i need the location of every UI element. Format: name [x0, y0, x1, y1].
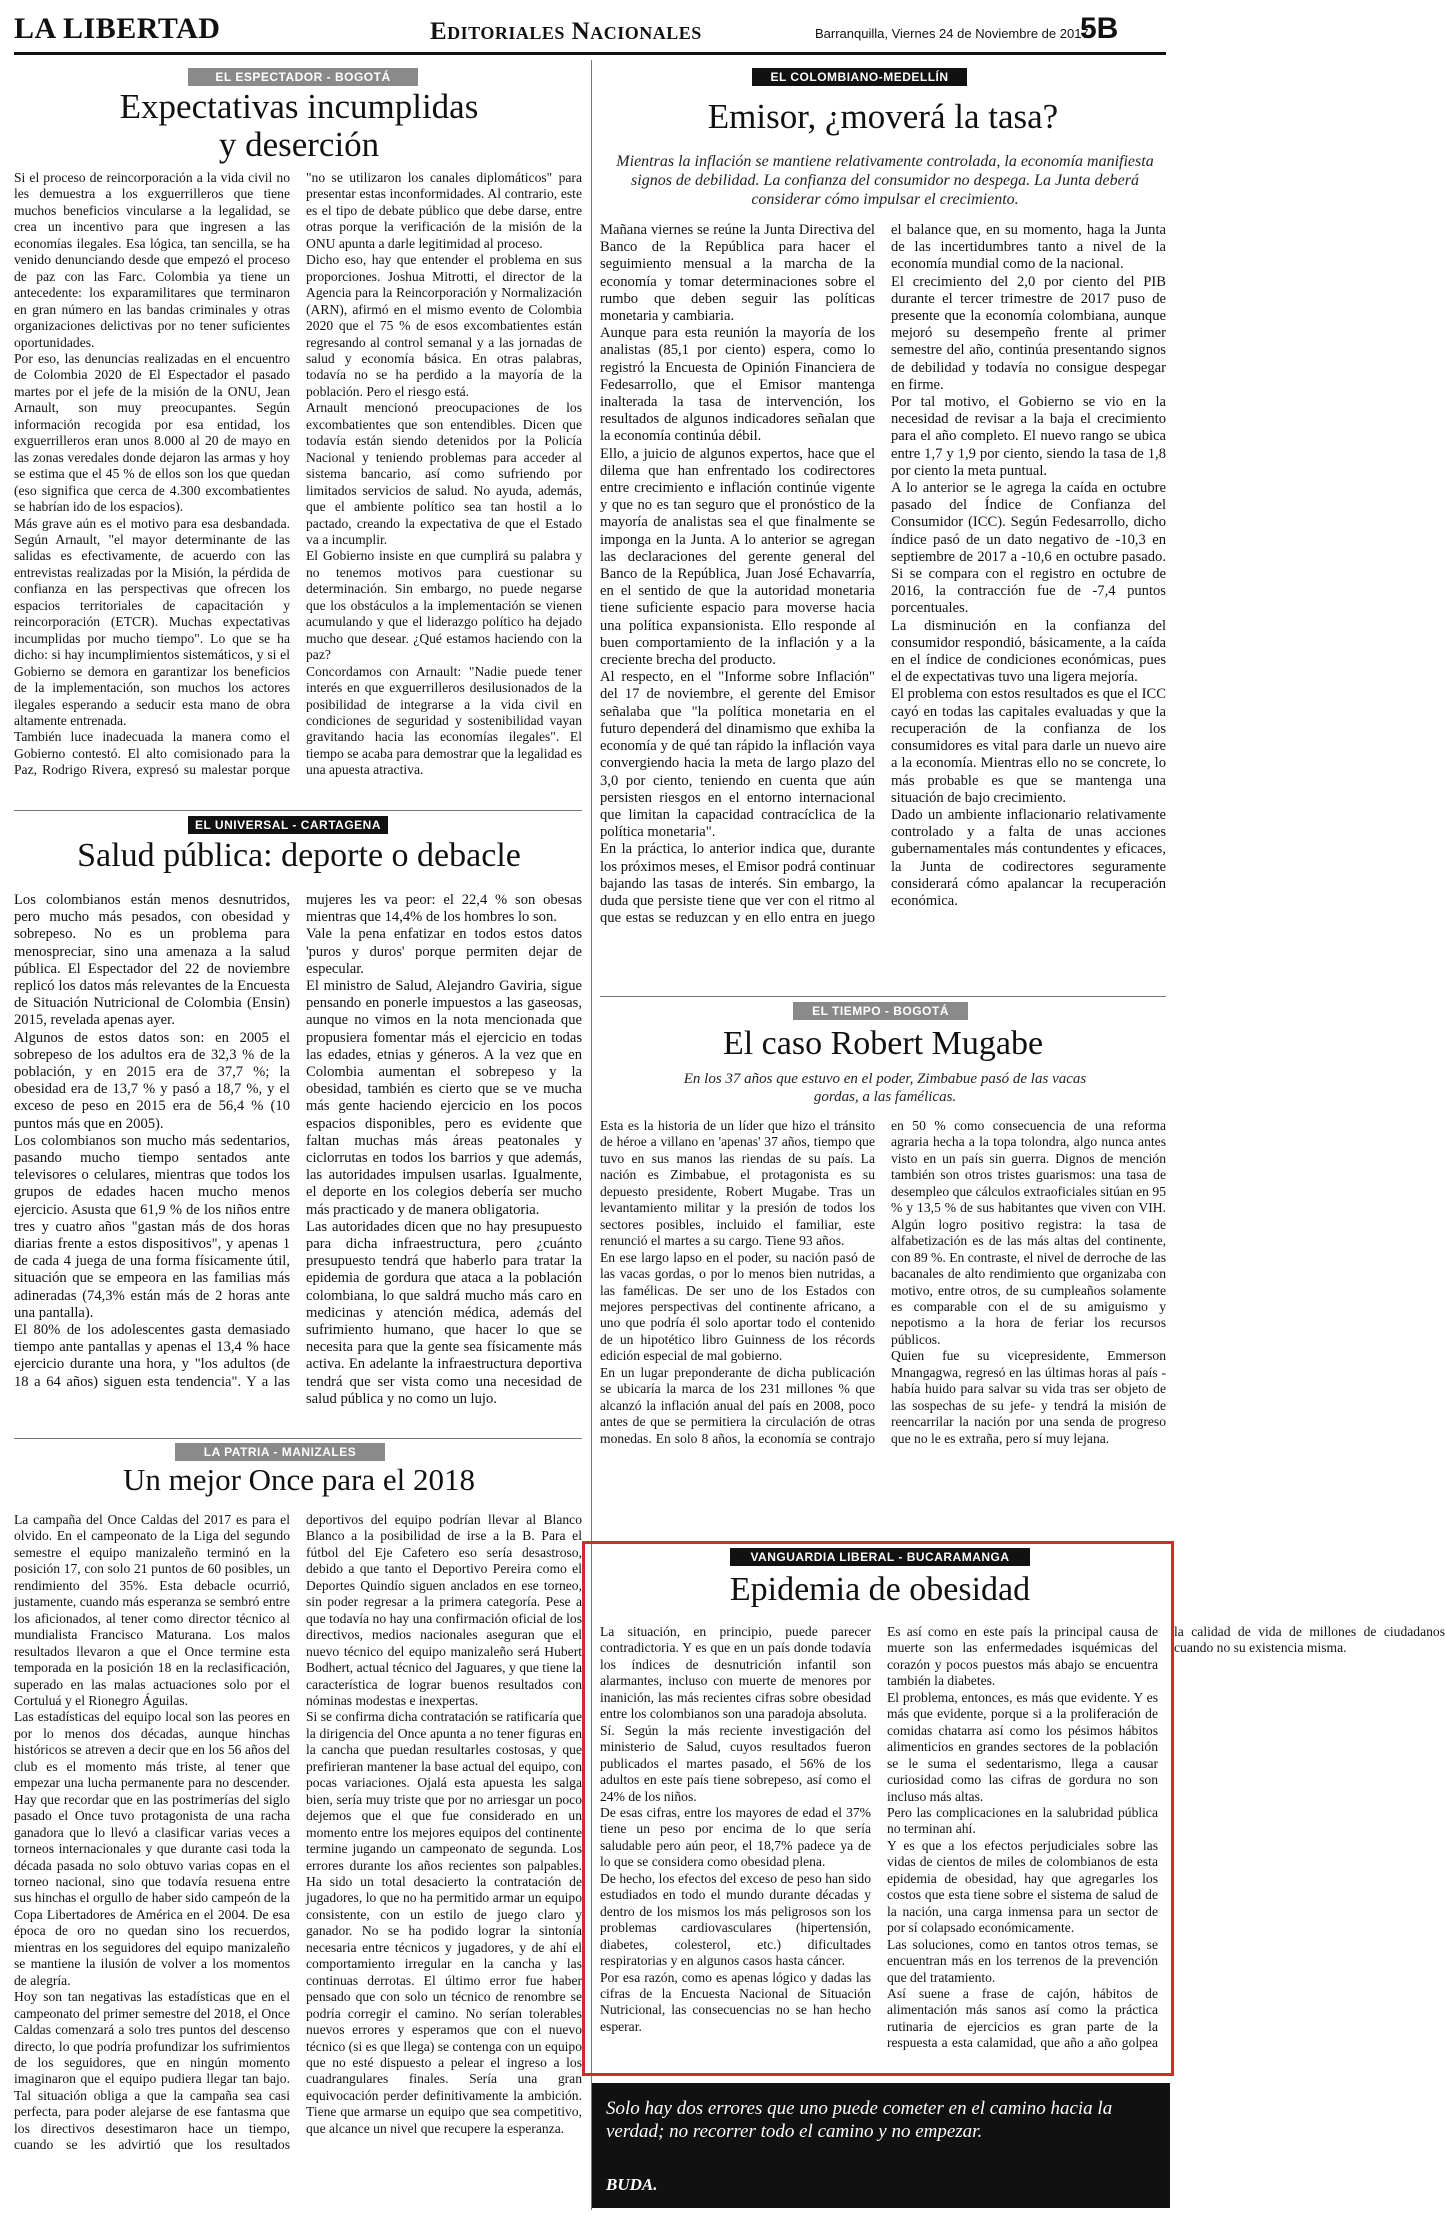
section-divider [14, 810, 582, 811]
edition-date: Barranquilla, Viernes 24 de Noviembre de 2017 [815, 26, 1089, 41]
source-tag-la-patria: LA PATRIA - MANIZALES [175, 1443, 385, 1461]
paragraph: Es así como en este país la principal causa de muerte son las enfermedades isquémicas del corazón y pocos puestos más abajo se encuentra también la diabetes. [887, 1624, 1158, 1689]
paragraph: Dado un ambiente inflacionario relativamente controlado y a falta de unas acciones gubernamentales más contundentes y eficaces, la Junta de codirectores seguramente considerará cómo apalancar la recuperación económica. [891, 806, 1166, 909]
paragraph: Aunque para esta reunión la mayoría de los analistas (85,1 por ciento) espera, como lo registró la Encuesta de Opinión Financiera de Fedesarrollo, que el Emisor mantenga inalterada la tasa de intervención, los resultados de algunos indicadores señalan que la economía continúa débil. [600, 325, 875, 445]
article-body-mugabe [600, 1118, 1166, 1536]
paragraph: Esta es la historia de un líder que hizo el tránsito de héroe a villano en 'apenas' 37 años, tiempo que tuvo en sus manos las riendas de su país. La nación es Zimbabue, el protagonista es su depuesto presidente, Robert Mugabe. Tras un levantamiento militar y la presión de todos los sectores posibles, incluido el familiar, este renunció el martes a su cargo. Tiene 93 años. [600, 1118, 875, 1249]
article-body-expectativas [14, 170, 582, 798]
paragraph: El crecimiento del 2,0 por ciento del PIB durante el tercer trimestre de 2017 puso de presente que la economía colombiana, aunque mejoró su desempeño frente al primer semestre del año, continúa presentando signos de debilidad y todavía no consigue despegar en firme. [891, 273, 1166, 393]
article-body-obesidad [600, 1624, 1445, 2068]
paragraph: Si se confirma dicha contratación se ratificaría que la dirigencia del Once apunta a no tener figuras en la cancha que puedan resultarles costosas, y que prefirieran mantener la base actual del equipo, con pocas variaciones. Ojalá esta apuesta les salga bien, sería muy triste que por no arriesgar un poco dejemos que el que fue considerado en un momento entre los mejores equipos del continente termine jugando un campeonato de segunda. Los errores durante los años recientes son palpables. Ha sido un total desacierto la contratación de jugadores, lo que no ha permitido armar un equipo consistente, con un estilo de juego claro y ganador. No se ha podido lograr la sintonía necesaria entre técnicos y jugadores, y de ahí el comportamiento irregular en la cancha y las continuas derrotas. El último error fue haber pensado que con solo un técnico de renombre se podría corregir el camino. No serían tolerables nuevos errores y esperamos que con el nuevo técnico (si es que llega) se contenga con un equipo que no esté dispuesto a pelear el ingreso a los cuadrangulares finales. Sería una gran equivocación perder definitivamente la ambición. Tiene que armarse un equipo que sea competitivo, que alcance un nivel que recupere la esperanza. [306, 1709, 582, 2136]
article-lead-emisor: Mientras la inflación se mantiene relativamente controlada, la economía manifiesta signos de debilidad. La confianza del consumidor no despega. La Junta deberá considerar cómo impulsar el crecimiento. [616, 153, 1154, 209]
paragraph: Las autoridades dicen que no hay presupuesto para dicha infraestructura, pero ¿cuánto presupuesto tendrá que haberlo para tratar la epidemia de gordura que ataca a la población colombiana, lo que saldrá mucho más caro en medicinas y atención médica, además del sufrimiento humano, que hacer lo que se necesita para que la gente sea físicamente más activa. En adelante la infraestructura deportiva tendrá que ser vista como una necesidad de salud pública y no como un lujo. [306, 1218, 582, 1407]
paragraph: Por tal motivo, el Gobierno se vio en la necesidad de revisar a la baja el crecimiento para el año completo. El nuevo rango se ubica entre 1,7 y 1,9 por ciento, siendo la tasa de 1,8 por ciento la meta puntual. [891, 394, 1166, 479]
section-title: Editoriales Nacionales [430, 18, 702, 45]
paragraph: Hoy son tan negativas las estadísticas que en el campeonato del primer semestre del 2018, el Once Caldas comenzará a solo tres puntos del descenso directo, lo que podría profundizar los sufrimientos de los seguidores, que en ningún momento imaginaron que el equipo pudiera llegar tan bajo. Tal situación obliga a que la campaña sea casi perfecta, para poder alejarse de ese fantasma que los directivos desestimaron hace un tiempo, cuando se les advirtió que los resultados deportivos del equipo podrían llevar al Blanco Blanco a la posibilidad de irse a la B. Para el fútbol del Eje Cafetero eso sería desastroso, debido a que tanto el Deportivo Pereira como el Deportes Quindío siguen anclados en ese torneo, sin poder regresar a la primera categoría. Pese a que todavía no hay una confirmación oficial de los directivos, medios nacionales aseguran que el nuevo técnico del equipo manizaleño será Hubert Bodhert, actual técnico del Jaguares, y que tiene la característica de lograr buenos resultados con nóminas modestas e inexpertas. [14, 1512, 582, 2153]
paragraph: Las estadísticas del equipo local son las peores en por lo menos dos décadas, aunque hinchas históricos se atreven a decir que en los 56 años del club es el momento más triste, al tener que empezar una lucha permanente para no descender. Hay que recordar que en las postrimerías del siglo pasado el Once tuvo protagonista de una racha ganadora que lo llevó a clasificar varias veces a torneos internacionales y que durante casi toda la década pasada no solo obtuvo varias copas en el torneo nacional, sino que todavía resuena entre sus hinchas el orgullo de haber sido campeón de la Copa Libertadores de América en el 2004. De esa época de oro no quedan sino los recuerdos, mientras en los seguidores del equipo manizaleño se mantiene la ilusión de volver a los momentos de alegría. [14, 1709, 290, 1988]
quote-box [592, 2083, 1170, 2208]
paragraph: El ministro de Salud, Alejandro Gaviria, sigue pensando en ponerle impuestos a las gaseosas, aunque no vimos en la nota mencionada que propusiera fomentar más el ejercicio en todas las edades, etnias y géneros. A la vez que en Colombia aumentan el sobrepeso y la obesidad, también es cierto que se ve mucha más gente haciendo ejercicio en los pocos espacios disponibles, pero es evidente que faltan muchas más áreas peatonales y ciclorrutas en todos los barrios y que además, las autoridades impulsen usarlas. Igualmente, el deporte en los colegios debería ser mucho más practicado y de manera obligatoria. [306, 978, 582, 1218]
paragraph: Los colombianos están menos desnutridos, pero mucho más pesados, con obesidad y sobrepeso. No es un problema para menospreciar, sino una amenaza a la salud pública. El Espectador del 22 de noviembre replicó los datos más relevantes de la Encuesta de Situación Nutricional de Colombia (Ensin) 2015, revelada apenas ayer. [14, 892, 290, 1029]
paragraph: Así suene a frase de cajón, hábitos de alimentación más sanos así como la práctica rutinaria de ejercicios es gran parte de la respuesta a esta calamidad, que año a año golpea la calidad de vida de millones de ciudadanos cuando no su existencia misma. [887, 1624, 1445, 2051]
paragraph: También luce inadecuada la manera como el Gobierno contestó. El alto comisionado para la Paz, Rodrigo Rivera, expresó su malestar porque "no se utilizaron los canales diplomáticos" para presentar estas inconformidades. Al contrario, este es el tipo de debate público que debe darse, entre otras porque la verificación de la misión de la ONU apunta a darle legitimidad al proceso. [14, 170, 582, 778]
paragraph: Dicho eso, hay que entender el problema en sus proporciones. Joshua Mitrotti, el director de la Agencia para la Reincorporación y Normalización (ARN), afirmó en el mismo evento de Colombia 2020 que el 75 % de esos excombatientes están regresando al control semanal y a las jornadas de salud y economía básica. En otras palabras, todavía no se ha perdido a la mayoría de la población. Pero el riesgo está. [306, 252, 582, 399]
paragraph: En ese largo lapso en el poder, su nación pasó de las vacas gordas, o por lo menos bien nutridas, a las famélicas. De ser uno de los Estados con mejores perspectivas del continente africano, a uno que podría él solo aportar todo el contenido de un hipotético libro Guinness de los récords edición especial de mal gobierno. [600, 1249, 875, 1364]
title-line: Expectativas incumplidas [119, 87, 479, 126]
paragraph: De esas cifras, entre los mayores de edad el 37% tiene un peso por encima de lo que sería saludable pero aún peor, el 18,7% padece ya de lo que se considera como obesidad plena. [600, 1804, 871, 1870]
paragraph: La campaña del Once Caldas del 2017 es para el olvido. En el campeonato de la Liga del segundo semestre el equipo manizaleño terminó en la posición 17, con solo 21 puntos de 60 posibles, un rendimiento del 35%. Esta debacle ocurrió, justamente, cuando más esperanza se sembró entre los aficionados, al tener como director técnico al mundialista Francisco Maturana. Los malos resultados llevaron a que el Once termine esta temporada en la posición 18 en la reclasificación, superado en las malas actuaciones solo por el Cortuluá y el Rionegro Águilas. [14, 1512, 290, 1708]
paragraph: Ello, a juicio de algunos expertos, hace que el dilema que han enfrentado los codirectores entre crecimiento e inflación continúe vigente y que no es tan seguro que el pronóstico de la mayoría de analistas sea el que finalmente se imponga en la Junta. A lo anterior se agregan las declaraciones del gerente general del Banco de la República, Juan José Echavarría, en el sentido de que la autoridad monetaria tiene suficiente espacio para moverse hacia una política expansionista. Ello responde al buen comportamiento de la inflación y a la creciente brecha del producto. [600, 445, 875, 669]
quote-author: BUDA. [606, 2175, 658, 2194]
source-tag-vanguardia-liberal: VANGUARDIA LIBERAL - BUCARAMANGA [730, 1548, 1030, 1566]
paragraph: Mañana viernes se reúne la Junta Directiva del Banco de la República para hacer el seguimiento mensual a la marcha de la economía y tomar determinaciones sobre el rumbo que deben seguir las políticas monetaria y cambiaria. [600, 222, 875, 325]
article-title-mugabe: El caso Robert Mugabe [722, 1025, 1044, 1062]
paragraph: Las soluciones, como en tantos otros temas, se encuentran más en los terrenos de la prevención que del tratamiento. [887, 1936, 1158, 1985]
paragraph: El Gobierno insiste en que cumplirá su palabra y no tenemos motivos para cuestionar su determinación. Sin embargo, no puede negarse que los obstáculos a la implementación se vienen acumulando y que el liderazgo político ha dejado mucho que desear. ¿Qué estamos haciendo con la paz? [306, 548, 582, 663]
paragraph: Y es que a los efectos perjudiciales sobre las vidas de cientos de miles de colombianos de esta epidemia de obesidad, hay que agregarles los costos que esta tiene sobre el sistema de salud de la nación, una carga inmensa para un sector de por sí colapsado económicamente. [887, 1837, 1158, 1936]
paragraph: Sí. Según la más reciente investigación del ministerio de Salud, cuyos resultados fueron publicados el martes pasado, el 56% de los adultos en este país tiene sobrepeso, así como el 24% de los niños. [600, 1722, 871, 1804]
masthead [0, 0, 1179, 56]
paragraph: Quien fue su vicepresidente, Emmerson Mnangagwa, regresó en las últimas horas al país -había huido para salvar su vida tras ser objeto de las sospechas de su jefe- y tendrá la misión de reencarrilar la nación por una senda de progreso que no le es extraña, pero sí muy lejana. [891, 1348, 1166, 1446]
paragraph: Si el proceso de reincorporación a la vida civil no les demuestra a los exguerrilleros que tiene muchos beneficios vincularse a la legalidad, se crea un incentivo para que ingresen a las economías ilegales. Esa lógica, tan sencilla, se ha venido denunciando desde que empezó el proceso de paz con las Farc. Colombia ya tiene un antecedente: los exparamilitares que terminaron en gran número en las bandas criminales y otras organizaciones delictivas por no tener suficientes oportunidades. [14, 170, 290, 350]
paragraph: Los colombianos son mucho más sedentarios, pasando mucho tiempo sentados ante televisores o celulares, mientras que todos los grupos de edades hacen mucho menos ejercicio. Asusta que 61,9 % de los niños entre tres y cuatro años "gastan más de dos horas diarias frente a estos dispositivos", y apenas 1 de cada 4 juega de una forma físicamente útil, situación que se empeora en las familias más adineradas (74,3% están más de 2 horas ante una pantalla). [14, 1132, 290, 1321]
paragraph: Más grave aún es el motivo para esa desbandada. Según Arnault, "el mayor determinante de las salidas es efectivamente, de acuerdo con las entrevistas realizadas por la Misión, la pérdida de confianza en las perspectivas que ofrecen los espacios territoriales de capacitación y reincorporación (ETCR). Muchas expectativas incumplidas por mucho tiempo". Lo que se ha dicho: si hay incumplimientos sistemáticos, y si el Gobierno se demora en garantizar los beneficios de la implementación, son muchos los actores ilegales esperando a seducir esta mano de obra altamente entrenada. [14, 515, 290, 728]
article-title-obesidad: Epidemia de obesidad [729, 1571, 1031, 1608]
quote-text: Solo hay dos errores que uno puede cometer en el camino hacia la verdad; no recorrer todo el camino y no empezar. [606, 2098, 1113, 2142]
paragraph: El 80% de los adolescentes gasta demasiado tiempo ante pantallas y apenas el 13,4 % hace ejercicio durante una hora, y "los adultos (de 18 a 64 años) siguen esta tendencia". Y a las mujeres les va peor: el 22,4 % son obesas mientras que 14,4% de los hombres lo son. [14, 892, 582, 1390]
article-title-once: Un mejor Once para el 2018 [122, 1462, 476, 1497]
paragraph: En la práctica, lo anterior indica que, durante los próximos meses, el Emisor podrá continuar bajando las tasas de interés. Sin embargo, la duda que persiste tiene que ver con el ritmo al que estas se reduzcan y en ello entra en juego el balance que, en su momento, haga la Junta de las incertidumbres tanto a nivel de la economía mundial como de la nacional. [600, 222, 1166, 927]
page-number: 5B [1080, 12, 1119, 45]
source-tag-el-colombiano: EL COLOMBIANO-MEDELLÍN [752, 68, 967, 86]
paragraph: El problema con estos resultados es que el ICC cayó en todas las capitales evaluadas y que la recuperación de la confianza de los consumidores es vital para darle un nuevo aire a la economía. Mientras ello no se concrete, lo más probable es que se mantenga una situación de bajo crecimiento. [891, 686, 1166, 806]
section-divider [14, 1438, 582, 1439]
paragraph: La situación, en principio, puede parecer contradictoria. Y es que en un país donde todavía los índices de desnutrición infantil son alarmantes, incluso con muerte de menores por inanición, las más recientes cifras sobre obesidad entre los colombianos son una paradoja absoluta. [600, 1624, 871, 1722]
paragraph: El problema, entonces, es más que evidente. Y es más que evidente, porque si a la proliferación de comidas chatarra así como los pésimos hábitos alimenticios en grandes sectores de la población se le suma el sedentarismo, llega a causar curiosidad como las cifras de gordura no son incluso más altas. [887, 1689, 1158, 1804]
title-line: y deserción [218, 124, 380, 164]
paragraph: Vale la pena enfatizar en todos estos datos 'puros y duros' porque permiten dejar de especular. [306, 926, 582, 977]
paragraph: Por esa razón, como es apenas lógico y dadas las cifras de la Encuesta Nacional de Situación Nutricional, las consecuencias no se han hecho esperar. [600, 1969, 871, 2034]
paragraph: De hecho, los efectos del exceso de peso han sido estudiados en todo el mundo durante décadas y dentro de los mismos los más peligrosos son los problemas cardiovasculares (hipertensión, diabetes, colesterol, etc.) dificultades respiratorias y en algunos casos hasta cáncer. [600, 1870, 871, 1969]
paragraph: La disminución en la confianza del consumidor respondió, básicamente, a la caída en el índice de condiciones económicas, pues el de expectativas tuvo una ligera mejoría. [891, 617, 1166, 686]
section-divider [600, 996, 1166, 997]
paragraph: Al respecto, en el "Informe sobre Inflación" del 17 de noviembre, el gerente del Emisor señalaba que "la política monetaria en el futuro dependerá del dinamismo que exhiba la economía y de qué tan rápido la inflación vaya convergiendo hacia la meta de largo plazo del 3,0 por ciento, teniendo en cuenta que aún persisten riesgos en el entorno internacional que limitan la capacidad contracíclica de la política monetaria". [600, 669, 875, 841]
article-title-expectativas [14, 88, 584, 164]
paragraph: Por eso, las denuncias realizadas en el encuentro de Colombia 2020 de El Espectador el pasado martes por el jefe de la misión de la ONU, Jean Arnault, son muy preocupantes. Según información recogida por esa entidad, los exguerrilleros eran unos 8.000 al 20 de mayo en las zonas veredales donde dejaron las armas y hoy se estima que el 45 % de ellos son los que quedan (eso significa que cerca de 4.300 excombatientes se habrían ido de los espacios). [14, 350, 290, 515]
masthead-rule [14, 52, 1166, 55]
source-tag-el-universal: EL UNIVERSAL - CARTAGENA [188, 816, 388, 834]
article-body-emisor [600, 222, 1166, 982]
paragraph: Concordamos con Arnault: "Nadie puede tener interés en que exguerrilleros desilusionados de la posibilidad de integrarse a la vida civil en condiciones de seguridad y sostenibilidad vayan gravitando hacia las economías ilegales". El tiempo se acaba para demostrar que la legalidad es una apuesta atractiva. [306, 663, 582, 778]
paragraph: Algunos de estos datos son: en 2005 el sobrepeso de los adultos era de 32,3 % de la población, y en 2015 era de 37,7 %; la obesidad era de 13,7 % y pasó a 18,7 %, y el exceso de peso en 2015 era de 56,4 % (10 puntos más que en 2005). [14, 1029, 290, 1132]
article-body-once [14, 1512, 582, 2210]
article-lead-mugabe: En los 37 años que estuvo en el poder, Zimbabue pasó de las vacas gordas, a las famélicas. [683, 1071, 1087, 1105]
article-body-salud [14, 892, 582, 1428]
article-title-emisor: Emisor, ¿moverá la tasa? [707, 97, 1059, 136]
article-title-salud: Salud pública: deporte o debacle [77, 837, 521, 874]
paragraph: Pero las complicaciones en la salubridad pública no terminan ahí. [887, 1804, 1158, 1837]
source-tag-el-espectador: EL ESPECTADOR - BOGOTÁ [188, 68, 418, 86]
paragraph: A lo anterior se le agrega la caída en octubre pasado del Índice de Confianza del Consumidor (ICC). Según Fedesarrollo, dicho índice pasó de un dato negativo de -10,3 en septiembre de 2017 a -10,6 en octubre pasado. Si se compara con el registro en octubre de 2016, la contracción fue de -7,4 puntos porcentuales. [891, 480, 1166, 617]
paragraph: En un lugar preponderante de dicha publicación se ubicaría la marca de los 231 millones % que alcanzó la inflación anual del país en 2008, poco antes de que se permitiera la circulación de otras monedas. En solo 8 años, la economía se contrajo en 50 % como consecuencia de una reforma agraria hecha a la topa tolondra, algo nunca antes visto en un país sin guerra. Dignos de mención también son otros tristes guarismos: una tasa de desempleo que cálculos extraoficiales sitúan en 95 % y 13,5 % de sus habitantes que viven con VIH. Algún logro positivo registra: la tasa de alfabetización es de las más altas del continente, con 89 %. En contraste, el nivel de derroche de las bacanales de alto rendimiento que organizaba con motivo, entre otros, de su cumpleaños solamente es comparable con el de su amiguismo y nepotismo a la hora de feriar los recursos públicos. [600, 1118, 1166, 1446]
newspaper-name: LA LIBERTAD [14, 12, 221, 45]
source-tag-el-tiempo: EL TIEMPO - BOGOTÁ [793, 1002, 968, 1020]
paragraph: Arnault mencionó preocupaciones de los excombatientes que son entendibles. Dicen que todavía están siendo detenidos por la Policía Nacional y teniendo problemas para acceder al sistema bancario, así como sufriendo por limitados servicios de salud. No ayuda, además, que el ambiente político sea tan hostil a lo pactado, creando la expectativa de que el Estado va a incumplir. [306, 400, 582, 547]
